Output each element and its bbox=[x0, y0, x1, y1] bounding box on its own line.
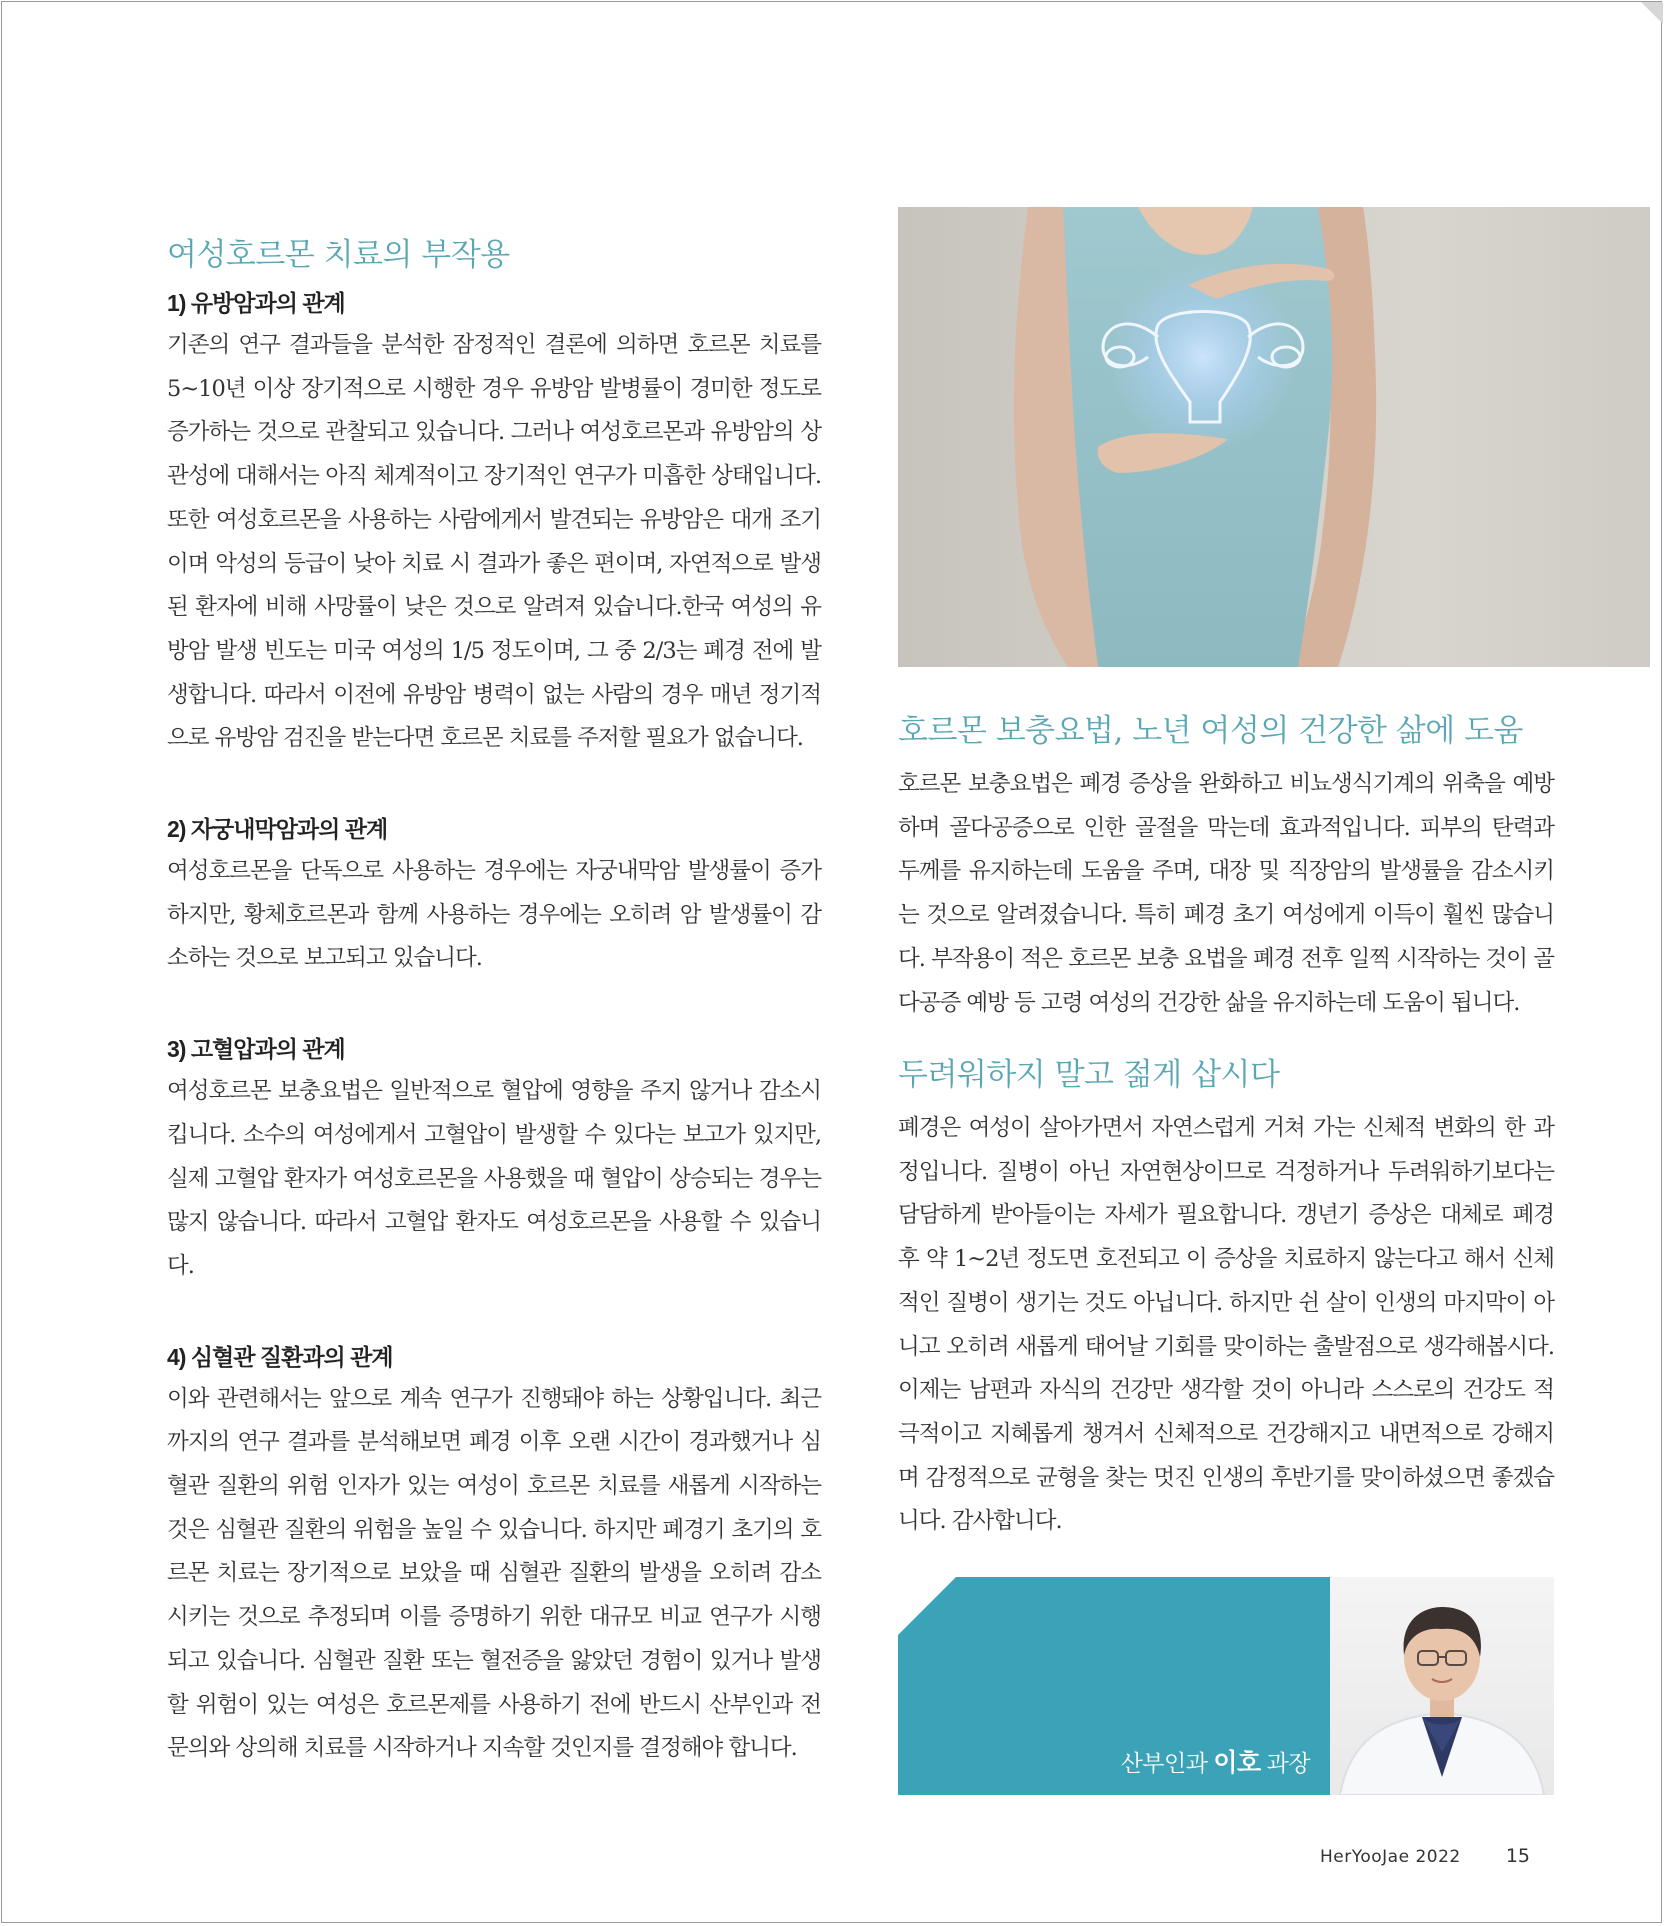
page-fold-corner bbox=[1641, 2, 1663, 24]
hero-photo bbox=[898, 207, 1650, 667]
side-effects-title: 여성호르몬 치료의 부작용 bbox=[167, 237, 510, 273]
closing-body: 폐경은 여성이 살아가면서 자연스럽게 거쳐 가는 신체적 변화의 한 과정입니다. 질병이 아닌 자연현상이므로 걱정하거나 두려워하기보다는 담담하게 받아들이는 자세가 필요합니다. 갱년기 증상은 대체로 폐경 후 약 1~2년 정도면 호전되고 이 증상을 치료하지 않는다고 해서 신체적인 질병이 생기는 것도 아닙니다. 하지만 쉰 살이 인생의 마지막이 아니고 오히려 새롭게 태어날 기회를 맞이하는 출발점으로 생각해봅시다. 이제는 남편과 자식의 건강만 생각할 것이 아니라 스스로의 건강도 적극적이고 지혜롭게 챙겨서 신체적으로 건강해지고 내면적으로 강해지며 감정적으로 균형을 찾는 멋진 인생의 후반기를 맞이하셨으면 좋겠습니다. 감사합니다. bbox=[898, 1115, 1554, 1535]
hrt-benefit-body: 호르몬 보충요법은 폐경 증상을 완화하고 비뇨생식기계의 위축을 예방하며 골다공증으로 인한 골절을 막는데 효과적입니다. 피부의 탄력과 두께를 유지하는데 도움을 주며, 대장 및 직장암의 발생률을 감소시키는 것으로 알려졌습니다. 특히 폐경 초기 여성에게 이득이 훨씬 많습니다. 부작용이 적은 호르몬 보충 요법을 폐경 전후 일찍 시작하는 것이 골다공증 예방 등 고령 여성의 건강한 삶을 유지하는데 도움이 됩니다. bbox=[898, 771, 1554, 1016]
left-column bbox=[167, 235, 821, 1771]
page-number: 15 bbox=[1505, 1845, 1530, 1867]
doctor-position: 과장 bbox=[1266, 1750, 1310, 1776]
cardiovascular-heading: 4) 심혈관 질환과의 관계 bbox=[167, 1343, 393, 1370]
doctor-portrait bbox=[1330, 1577, 1554, 1795]
endometrial-cancer-body: 여성호르몬을 단독으로 사용하는 경우에는 자궁내막암 발생률이 증가하지만, 황체호르몬과 함께 사용하는 경우에는 오히려 암 발생률이 감소하는 것으로 보고되고 있습니다. bbox=[167, 858, 821, 972]
doctor-name: 이호 bbox=[1213, 1749, 1261, 1777]
breast-cancer-body: 기존의 연구 결과들을 분석한 잠정적인 결론에 의하면 호르몬 치료를 5~10년 이상 장기적으로 시행한 경우 유방암 발병률이 경미한 정도로 증가하는 것으로 관찰되고 있습니다. 그러나 여성호르몬과 유방암의 상관성에 대해서는 아직 체계적이고 장기적인 연구가 미흡한 상태입니다. 또한 여성호르몬을 사용하는 사람에게서 발견되는 유방암은 대개 조기이며 악성의 등급이 낮아 치료 시 결과가 좋은 편이며, 자연적으로 발생된 환자에 비해 사망률이 낮은 것으로 알려져 있습니다.한국 여성의 유방암 발생 빈도는 미국 여성의 1/5 정도이며, 그 중 2/3는 폐경 전에 발생합니다. 따라서 이전에 유방암 병력이 없는 사람의 경우 매년 정기적으로 유방암 검진을 받는다면 호르몬 치료를 주저할 필요가 없습니다. bbox=[167, 332, 821, 752]
doctor-portrait-illustration bbox=[1330, 1577, 1554, 1795]
doctor-profile-box bbox=[898, 1577, 1554, 1795]
endometrial-cancer-heading: 2) 자궁내막암과의 관계 bbox=[167, 816, 388, 843]
doctor-dept: 산부인과 bbox=[1120, 1750, 1208, 1776]
right-column-upper bbox=[898, 711, 1554, 1025]
breast-cancer-heading: 1) 유방암과의 관계 bbox=[167, 290, 345, 316]
doctor-caption bbox=[1121, 1743, 1310, 1779]
woman-uterus-illustration bbox=[898, 207, 1650, 667]
doctor-caption-panel bbox=[898, 1577, 1330, 1795]
paper-fold-corner bbox=[898, 1577, 956, 1635]
hypertension-body: 여성호르몬 보충요법은 일반적으로 혈압에 영향을 주지 않거나 감소시킵니다. 소수의 여성에게서 고혈압이 발생할 수 있다는 보고가 있지만, 실제 고혈압 환자가 여성호르몬을 사용했을 때 혈압이 상승되는 경우는 많지 않습니다. 따라서 고혈압 환자도 여성호르몬을 사용할 수 있습니다. bbox=[167, 1078, 821, 1279]
hrt-benefit-title: 호르몬 보충요법, 노년 여성의 건강한 삶에 도움 bbox=[898, 713, 1523, 749]
magazine-name: HerYooJae 2022 bbox=[1320, 1847, 1461, 1867]
page-footer bbox=[1320, 1845, 1530, 1867]
right-column-lower bbox=[898, 1055, 1554, 1544]
closing-title: 두려워하지 말고 젊게 삽시다 bbox=[898, 1057, 1280, 1093]
cardiovascular-body: 이와 관련해서는 앞으로 계속 연구가 진행돼야 하는 상황입니다. 최근까지의 연구 결과를 분석해보면 폐경 이후 오랜 시간이 경과했거나 심혈관 질환의 위험 인자가 있는 여성이 호르몬 치료를 새롭게 시작하는 것은 심혈관 질환의 위험을 높일 수 있습니다. 하지만 폐경기 초기의 호르몬 치료는 장기적으로 보았을 때 심혈관 질환의 발생을 오히려 감소시키는 것으로 추정되며 이를 증명하기 위한 대규모 비교 연구가 시행되고 있습니다. 심혈관 질환 또는 혈전증을 앓았던 경험이 있거나 발생할 위험이 있는 여성은 호르몬제를 사용하기 전에 반드시 산부인과 전문의와 상의해 치료를 시작하거나 지속할 것인지를 결정해야 합니다. bbox=[167, 1385, 821, 1762]
hypertension-heading: 3) 고혈압과의 관계 bbox=[167, 1036, 345, 1063]
